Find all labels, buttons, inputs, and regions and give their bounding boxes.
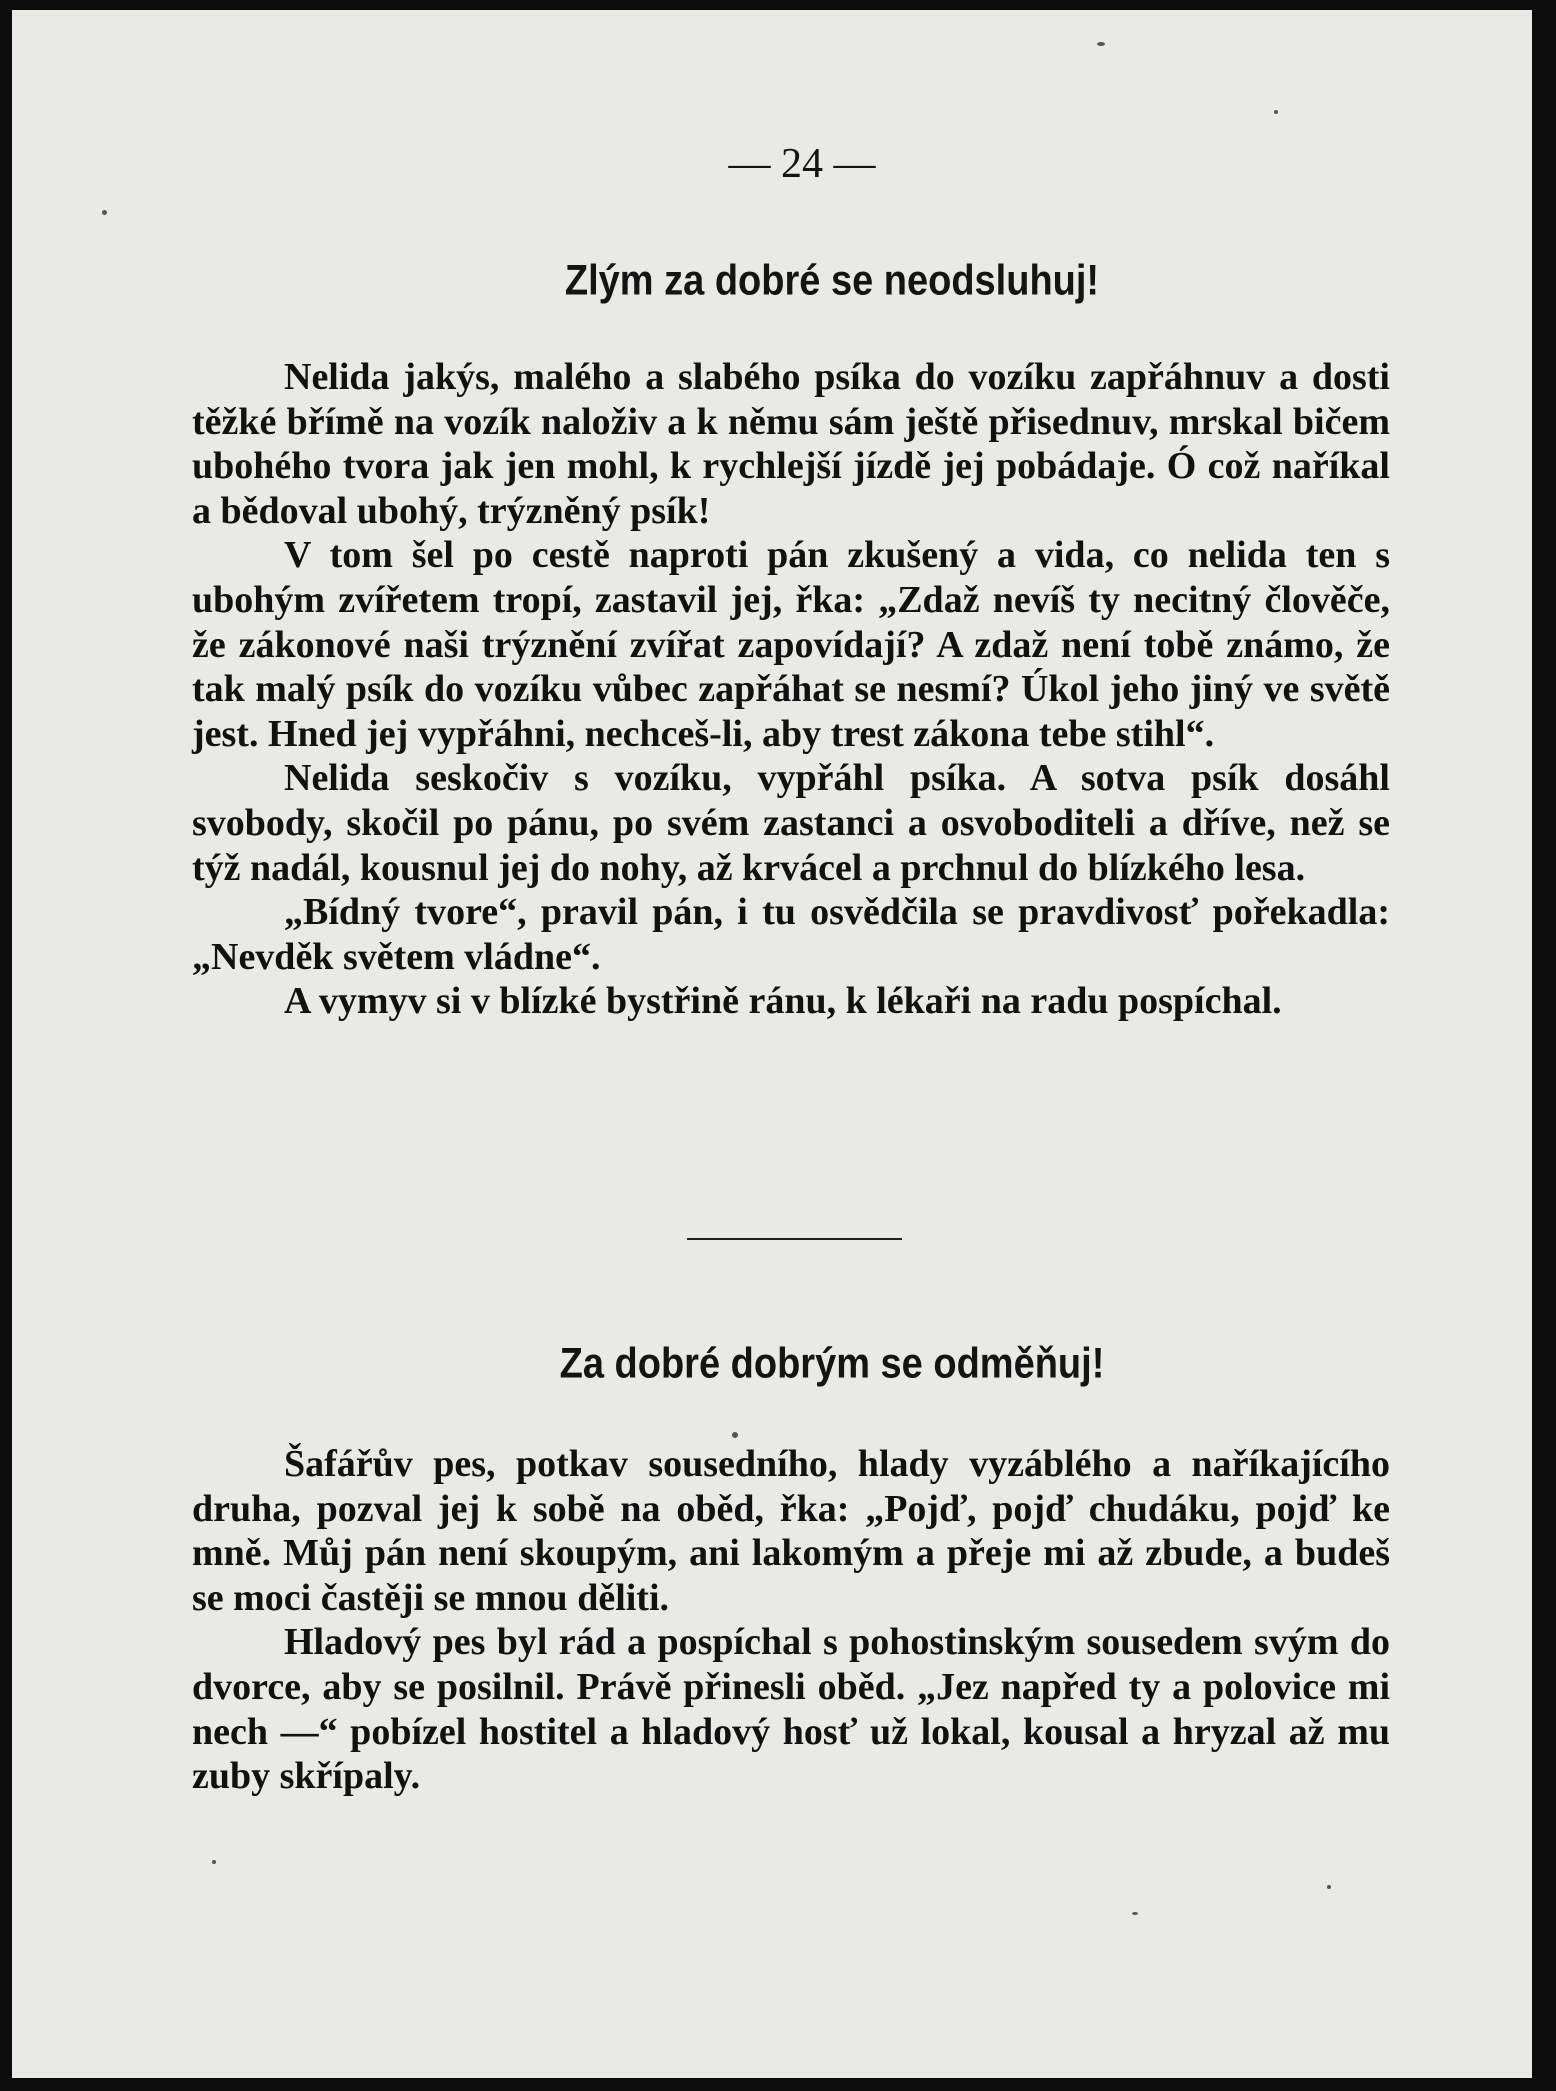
- paragraph: V tom šel po cestě naproti pán zkušený a vida, co nelida ten s ubohým zvířetem tropí, zastavil jej, řka: „Zdaž nevíš ty necitný člověče, že zákonové naši trýznění zvířat zapovídají? A zdaž není tobě známo, že tak malý psík do vozíku vůbec zapřáhat se nesmí? Úkol jeho jiný ve světě jest. Hned jej vypřáhni, nechceš-li, aby trest zákona tebe stihl“.: [192, 534, 1390, 755]
- print-speck: [732, 1432, 738, 1438]
- paragraph: Hladový pes byl rád a pospíchal s pohostinským sousedem svým do dvorce, aby se posilnil. Právě přinesli oběd. „Jez napřed ty a polovice mi nech —“ pobízel hostitel a hladový hosť už lokal, kousal a hryzal až mu zuby skřípaly.: [192, 1621, 1390, 1798]
- print-speck: [102, 210, 107, 215]
- section-title-1: Zlým za dobré se neodsluhuj!: [564, 257, 1100, 305]
- paragraph: „Bídný tvore“, pravil pán, i tu osvědčila se pravdivosť pořekadla: „Nevděk světem vládne“.: [192, 891, 1390, 978]
- paragraph: Šafářův pes, potkav sousedního, hlady vyzáblého a naříkajícího druha, pozval jej k sobě na oběd, řka: „Pojď, pojď chudáku, pojď ke mně. Můj pán není skoupým, ani lakomým a přeje mi až zbude, a budeš se moci častěji se mnou děliti.: [192, 1443, 1390, 1619]
- print-speck: [1097, 42, 1105, 46]
- paragraph: Nelida seskočiv s vozíku, vypřáhl psíka. A sotva psík dosáhl svobody, skočil po pánu, po svém zastanci a osvoboditeli a dříve, než se týž nadál, kousnul jej do nohy, až krvácel a prchnul do blízkého lesa.: [192, 757, 1390, 889]
- paragraph: A vymyv si v blízké bystřině ránu, k lékaři na radu pospíchal.: [284, 980, 1282, 1023]
- page-number: — 24 —: [728, 141, 876, 187]
- print-speck: [1274, 110, 1278, 114]
- section-2-text: [192, 1442, 1390, 1799]
- print-speck: [212, 1860, 216, 1864]
- section-title-2: Za dobré dobrým se odměňuj!: [559, 1340, 1105, 1388]
- section-separator: [687, 1238, 902, 1240]
- print-speck: [1327, 1885, 1331, 1889]
- print-speck: [1132, 1912, 1138, 1915]
- section-1-text: [192, 355, 1390, 1024]
- paragraph: Nelida jakýs, malého a slabého psíka do vozíku zapřáhnuv a dosti těžké břímě na vozík naloživ a k němu sám ještě přisednuv, mrskal bičem ubohého tvora jak jen mohl, k rychlejší jízdě jej pobádaje. Ó což naříkal a bědoval ubohý, trýzněný psík!: [192, 356, 1390, 532]
- book-page: [12, 10, 1532, 2078]
